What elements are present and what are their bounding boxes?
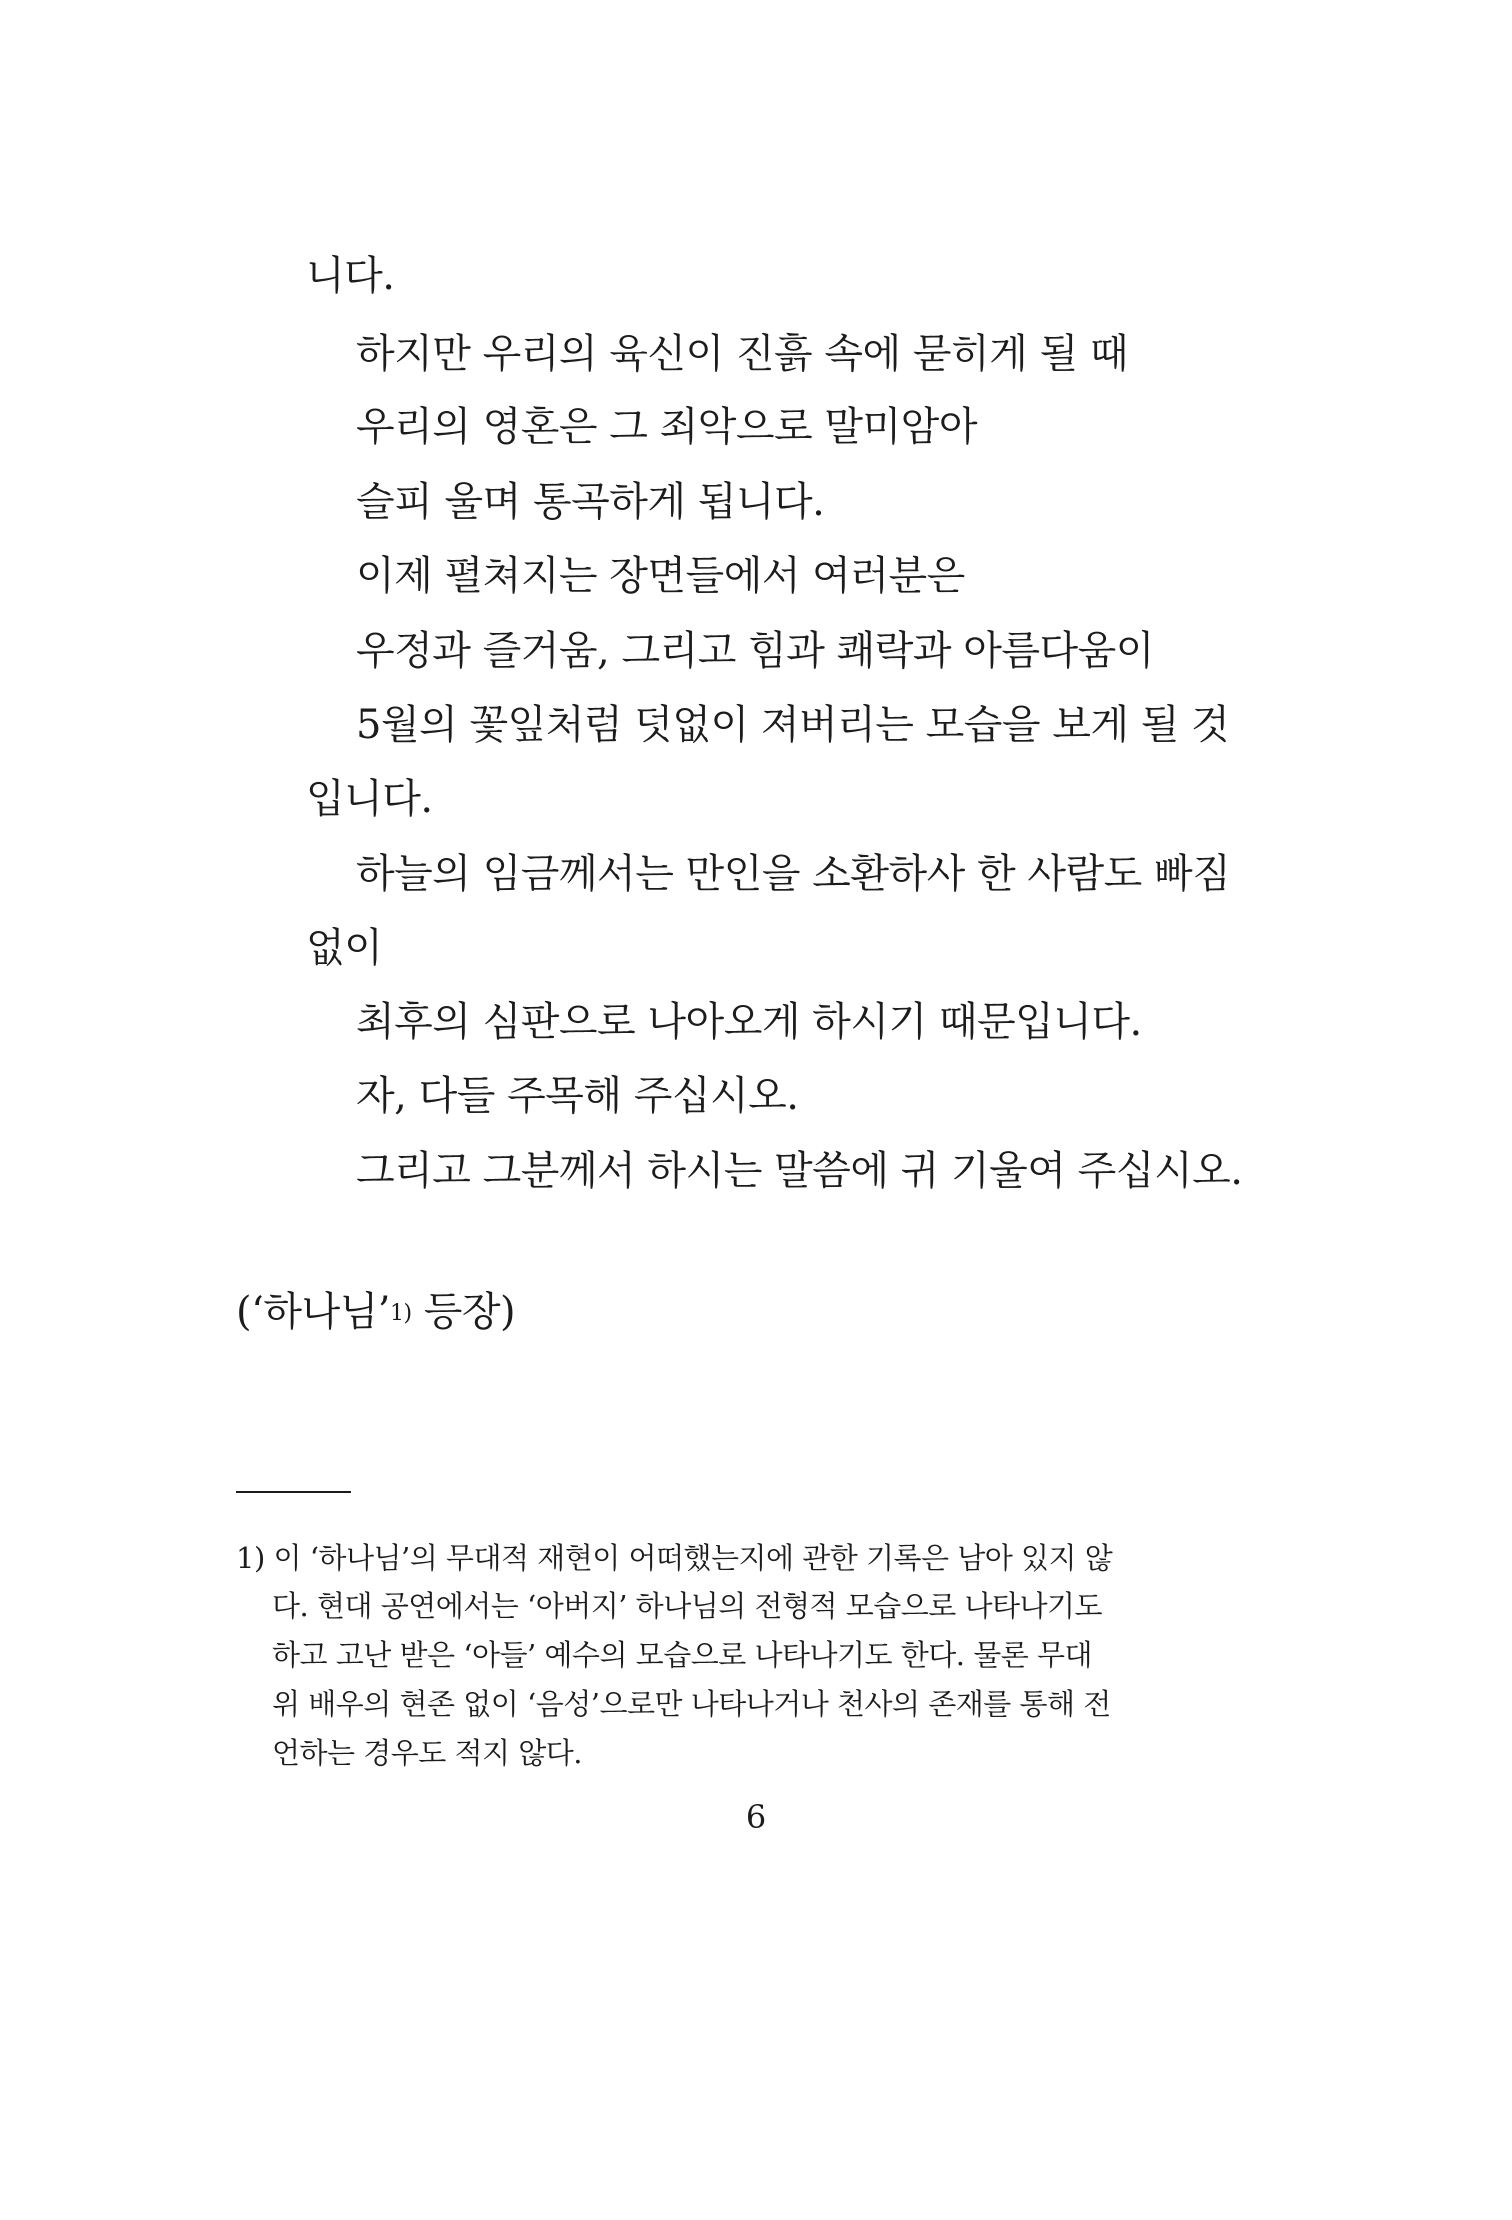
- verse-line: 5월의 꽃잎처럼 덧없이 져버리는 모습을 보게 될 것: [356, 702, 1230, 748]
- page-number: 6: [745, 1798, 767, 1836]
- verse-line: 하지만 우리의 육신이 진흙 속에 묻히게 될 때: [356, 331, 1129, 377]
- stage-direction-text: (‘하나님’: [236, 1289, 390, 1335]
- footnote-reference: 1): [389, 1301, 412, 1326]
- footnote-line: 위 배우의 현존 없이 ‘음성’으로만 나타나거나 천사의 존재를 통해 전: [272, 1687, 1111, 1721]
- verse-line: 자, 다들 주목해 주십시오.: [356, 1073, 799, 1119]
- verse-line: 입니다.: [306, 776, 433, 822]
- verse-line: 없이: [306, 925, 383, 971]
- footnote-line: 1) 이 ‘하나님’의 무대적 재현이 어떠했는지에 관한 기록은 남아 있지 않: [236, 1541, 1113, 1575]
- verse-line: 슬피 울며 통곡하게 됩니다.: [356, 479, 825, 525]
- footnote-divider: [236, 1491, 351, 1493]
- footnote-line: 언하는 경우도 적지 않다.: [272, 1736, 583, 1770]
- stage-direction-suffix: 등장): [411, 1289, 516, 1335]
- verse-line: 우정과 즐거움, 그리고 힘과 쾌락과 아름다움이: [356, 628, 1154, 674]
- footnote-line: 하고 고난 받은 ‘아들’ 예수의 모습으로 나타나기도 한다. 물론 무대: [272, 1638, 1092, 1672]
- verse-line: 니다.: [306, 253, 395, 299]
- stage-direction: [236, 1288, 515, 1336]
- verse-line: 하늘의 임금께서는 만인을 소환하사 한 사람도 빠짐: [356, 851, 1231, 897]
- verse-line: 최후의 심판으로 나아오게 하시기 때문입니다.: [356, 999, 1142, 1045]
- verse-line: 이제 펼쳐지는 장면들에서 여러분은: [356, 553, 965, 599]
- verse-line: 그리고 그분께서 하시는 말씀에 귀 기울여 주십시오.: [356, 1148, 1243, 1194]
- verse-line: 우리의 영혼은 그 죄악으로 말미암아: [356, 404, 977, 450]
- footnote-line: 다. 현대 공연에서는 ‘아버지’ 하나님의 전형적 모습으로 나타나기도: [272, 1589, 1103, 1623]
